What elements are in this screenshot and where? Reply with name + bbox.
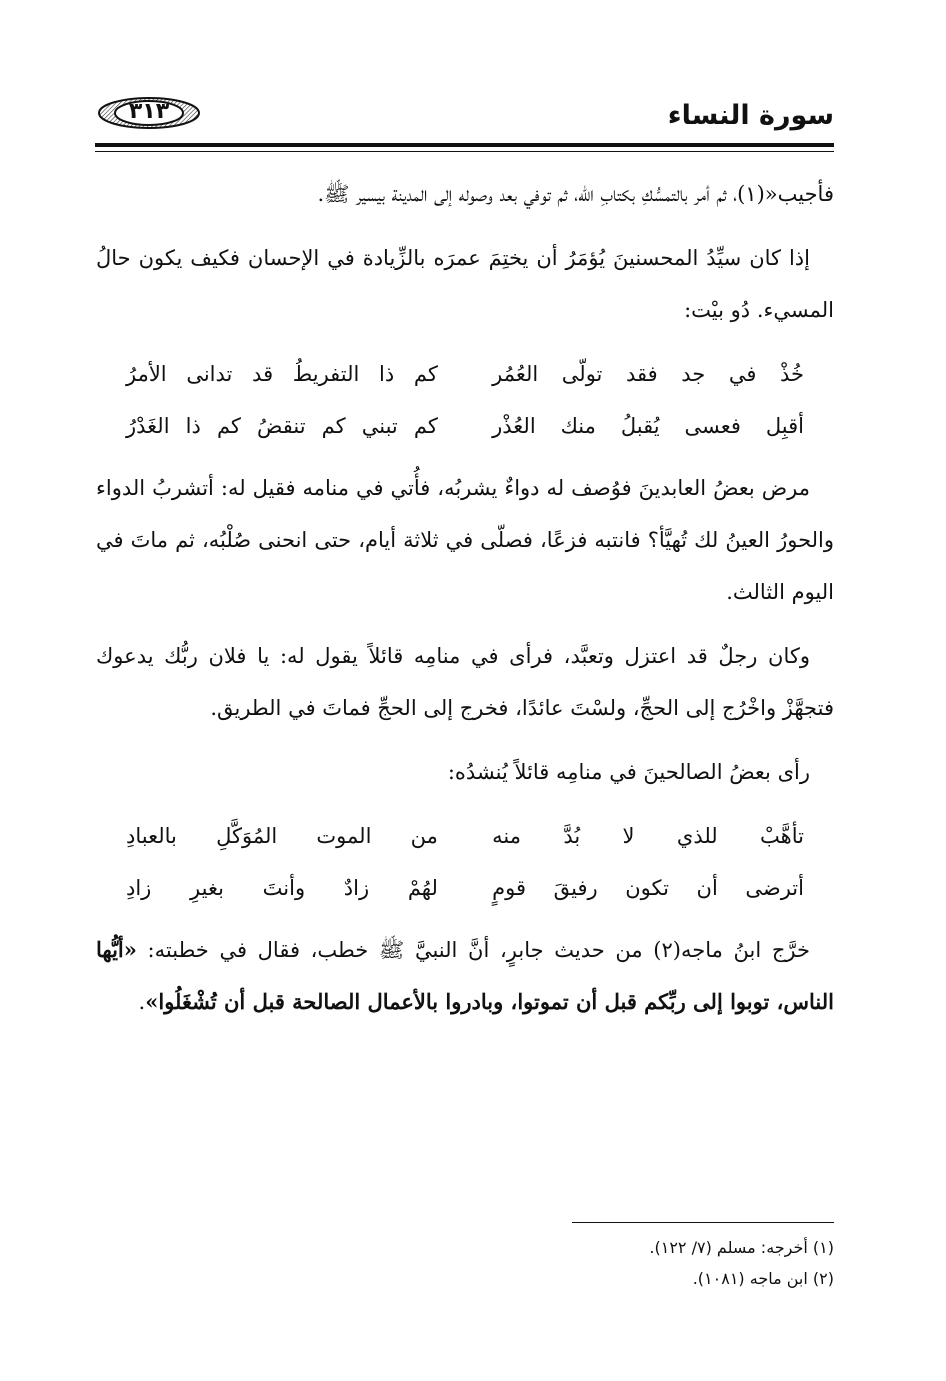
footnote: (٢) ابن ماجه (١٠٨١). [692, 1269, 834, 1288]
poem-hemistich: أقبِل فعسى يُقبلُ منك العُذْر [492, 414, 804, 438]
poem-verse [126, 862, 804, 914]
paragraph [96, 168, 834, 220]
paragraph [96, 630, 834, 734]
footnotes [96, 1232, 834, 1294]
poem-hemistich: خُذْ في جد فقد تولّى العُمُر [492, 362, 804, 386]
paragraph [96, 462, 834, 618]
poem [96, 348, 834, 452]
page-number: ٣١٣ [128, 99, 170, 124]
page-number-badge [97, 96, 201, 130]
header-rule-thin [95, 151, 834, 152]
paragraph [96, 232, 834, 336]
footnote: (١) أخرجه: مسلم (٧/ ١٢٢). [649, 1238, 834, 1257]
paragraph [96, 746, 834, 798]
paragraph-text: رأى بعضُ الصالحينَ في منامِه قائلاً يُنشدُه: [447, 760, 810, 784]
poem-hemistich: لهُمْ زادٌ وأنتَ بغيرِ زادِ [126, 876, 438, 900]
paragraph-text: إذا كان سيِّدُ المحسنينَ يُؤمَرُ أن يختِمَ عمرَه بالزِّيادة في الإحسان فكيف يكون حالُ المسيء. دُو بيْت: [96, 246, 834, 322]
poem-hemistich: أترضى أن تكون رفيقَ قومٍ [492, 876, 804, 900]
paragraph-end: . [138, 990, 146, 1014]
poem-verse [126, 400, 804, 452]
poem [96, 810, 834, 914]
header-rule-thick [95, 143, 834, 147]
hadith-quote: «أيُّها الناس، توبوا إلى ربِّكم قبل أن تموتوا، وبادروا بالأعمال الصالحة قبل أن تُشْغَلُوا» [96, 937, 834, 1014]
paragraph-text: وكان رجلٌ قد اعتزل وتعبَّد، فرأى في منامِه قائلاً يقول له: يا فلان ربُّك يدعوك فتجهَّزْ واخْرُج إلى الحجِّ، ولسْتَ عائدًا، فخرج إلى الحجِّ فماتَ في الطريق. [96, 644, 834, 720]
poem-verse [126, 810, 804, 862]
poem-verse [126, 348, 804, 400]
poem-hemistich: كم تبني كم تنقضُ كم ذا الغَدْرُ [126, 414, 438, 438]
surah-title: سورة النساء [667, 100, 834, 131]
paragraph-text: مرض بعضُ العابدينَ فوُصف له دواءٌ يشربُه، فأُتي في منامه فقيل له: أتشربُ الدواء والحورُ العينُ لك تُهيَّأ؟ فانتبه فزعًا، فصلّى في ثلاثة أيام، حتى انحنى صُلْبُه، ثم ماتَ في اليوم الثالث. [96, 476, 834, 604]
footnote-separator [572, 1222, 834, 1223]
poem-hemistich: تأهَّبْ للذي لا بُدَّ منه [492, 824, 804, 848]
paragraph [96, 924, 834, 1028]
page-header [95, 84, 834, 144]
paragraph-intro: خرَّج ابنُ ماجه(٢) من حديث جابرٍ، أنَّ النبيَّ ﷺ خطب، فقال في خطبته: [136, 938, 810, 962]
paragraph-text: فأجيب«(١)، ثم أمر بالتمسُّكِ بكتابِ اللّه، ثم توفي بعد وصوله إلى المدينة بيسير ﷺ. [317, 182, 834, 206]
poem-hemistich: كم ذا التفريطُ قد تدانى الأمرُ [126, 362, 438, 386]
paragraph-text [96, 924, 834, 1028]
poem-hemistich: من الموت المُوَكَّلِ بالعبادِ [126, 824, 438, 848]
page-body [96, 168, 834, 1040]
